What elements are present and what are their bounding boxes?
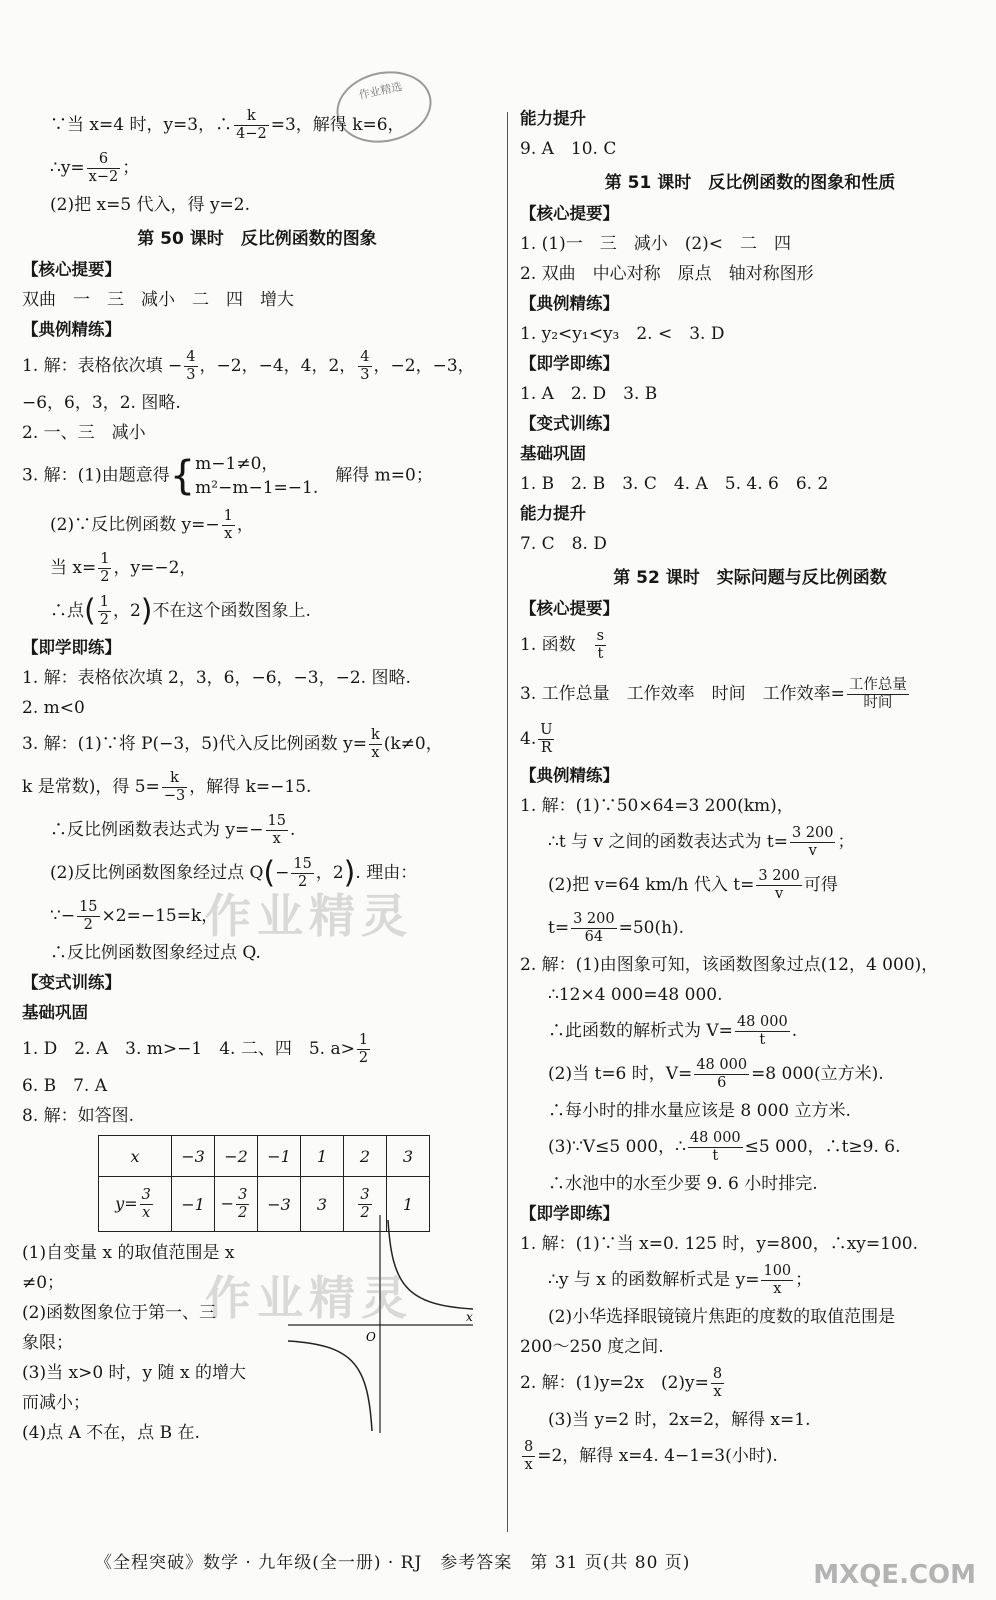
k3: 3. 工作总量 工作效率 时间 工作效率= $\frac{\text{工作总量}}{\text{时间}}$: [520, 677, 907, 711]
table-cell: $\frac{3}{2}$: [344, 1177, 387, 1232]
line-l3: (2)把 x=5 代入，得 y=2.: [50, 195, 251, 215]
section-practice: 【即学即练】: [520, 354, 619, 373]
table-cell: −2: [215, 1136, 258, 1177]
q1: 1. 解：表格依次填 − $\frac{4}{3}$ ，−2，−4，4，2， $\frac{4}{3}$ ，−2，−3，: [22, 349, 475, 383]
e2g: ∴水池中的水至少要 9. 6 小时排完.: [548, 1174, 818, 1194]
e2d: (2)当 t=6 时，V= $\frac{48 000}{6}$ =8 000(立方米).: [548, 1057, 884, 1091]
lesson-51-title: 第 51 课时 反比例函数的图象和性质: [604, 173, 896, 193]
q3d: ∴点( $\frac{1}{2}$ ，2)不在这个函数图象上.: [50, 593, 311, 629]
p3: 3. 解：(1)∵将 P(−3，5)代入反比例函数 y= $\frac{k}{x}$ (k≠0，: [22, 727, 443, 761]
t1: 1. y₂<y₁<y₃ 2. < 3. D: [520, 324, 725, 344]
c2: 2. 双曲 中心对称 原点 轴对称图形: [520, 264, 814, 284]
p3f: ∴反比例函数图象经过点 Q.: [50, 943, 261, 963]
k1: 1. 函数 $\frac{s}{t}$: [520, 628, 605, 662]
table-cell: 2: [344, 1136, 387, 1177]
table-cell: y= $\frac{3}{x}$: [99, 1177, 172, 1232]
table-cell: x: [99, 1136, 172, 1177]
b3: 8. 解：如答图.: [22, 1106, 135, 1126]
section-typical: 【典例精练】: [22, 320, 121, 339]
line-l2: ∴y= $\frac{6}{x-2}$ ；: [50, 151, 140, 185]
table-cell: −3: [172, 1136, 215, 1177]
line-l1: ∵当 x=4 时，y=3，∴ $\frac{k}{4-2}$ =3，解得 k=6，: [50, 108, 405, 142]
table-cell: 3: [301, 1177, 344, 1232]
p1: 1. 解：表格依次填 2，3，6，−6，−3，−2. 图略.: [22, 668, 411, 688]
r1: 1. 解：(1)∵当 x=0. 125 时，y=800，∴xy=100.: [520, 1234, 918, 1254]
section-core: 【核心提要】: [22, 260, 121, 279]
g2b: 象限；: [22, 1333, 73, 1353]
site-logo: MXQE.COM: [813, 1560, 976, 1590]
q1-cont: −6，6，3，2. 图略.: [22, 393, 181, 413]
p3e: ∵− $\frac{15}{2}$ ×2=−15=k，: [50, 899, 219, 933]
p3b: k 是常数)，得 5= $\frac{k}{-3}$ ，解得 k=−15.: [22, 770, 312, 804]
e2b: ∴12×4 000=48 000.: [548, 985, 723, 1005]
q3c: 当 x= $\frac{1}{2}$ ，y=−2，: [50, 551, 197, 585]
lesson-52-title: 第 52 课时 实际问题与反比例函数: [613, 568, 887, 588]
rb1: 1. B 2. B 3. C 4. A 5. 4. 6 6. 2: [520, 474, 829, 494]
table-cell: −3: [258, 1177, 301, 1232]
r1d: 200～250 度之间.: [520, 1337, 664, 1357]
ability-label: 能力提升: [520, 109, 586, 128]
e2e: ∴每小时的排水量应该是 8 000 立方米.: [548, 1101, 851, 1121]
e2: 2. 解：(1)由图象可知，该函数图象过点(12，4 000)，: [520, 955, 939, 975]
p3d: (2)反比例函数图象经过点 Q(− $\frac{15}{2}$ ，2). 理由：: [50, 855, 418, 891]
basic-label: 基础巩固: [22, 1003, 88, 1022]
section-practice: 【即学即练】: [22, 638, 121, 657]
e1c: (2)把 v=64 km/h 代入 t= $\frac{3 200}{v}$ 可得: [548, 868, 838, 902]
x-axis-label: x: [466, 1310, 473, 1324]
table-cell: − $\frac{3}{2}$: [215, 1177, 258, 1232]
section-typical-2: 【典例精练】: [520, 766, 619, 785]
r2: 2. 解：(1)y=2x (2)y= $\frac{8}{x}$: [520, 1366, 723, 1400]
table-cell: 3: [387, 1136, 430, 1177]
q2: 2. 一、三 减小: [22, 423, 146, 443]
right-column: [520, 108, 980, 1482]
section-variant: 【变式训练】: [22, 973, 121, 992]
page-footer: 《全程突破》数学 · 九年级(全一册) · RJ 参考答案 第 31 页(共 80 页): [95, 1553, 691, 1573]
r3: (3)当 y=2 时，2x=2，解得 x=1.: [548, 1410, 811, 1430]
a2: 7. C 8. D: [520, 534, 607, 554]
e1d: t= $\frac{3 200}{64}$ =50(h).: [548, 911, 685, 945]
fraction: $\frac{6}{x-2}$: [88, 151, 119, 185]
table-cell: −1: [258, 1136, 301, 1177]
b1: 1. D 2. A 3. m>−1 4. 二、四 5. a> $\frac{1}{2}$: [22, 1032, 369, 1066]
p3c: ∴反比例函数表达式为 y=− $\frac{15}{x}$ .: [50, 813, 296, 847]
rp1: 1. A 2. D 3. B: [520, 384, 658, 404]
g1: (1)自变量 x 的取值范围是 x: [22, 1243, 235, 1263]
k4: 4. $\frac{U}{R}$: [520, 722, 553, 756]
b2: 6. B 7. A: [22, 1076, 108, 1096]
section-variant: 【变式训练】: [520, 414, 619, 433]
column-divider: [507, 112, 508, 1532]
e2f: (3)∵V≤5 000，∴ $\frac{48 000}{t}$ ≤5 000，∴t≥9. 6.: [548, 1130, 901, 1164]
g4: (4)点 A 不在，点 B 在.: [22, 1423, 200, 1443]
q3: 3. 解：(1)由题意得{m−1≠0， m²−m−1=−1. 解得 m=0；: [22, 453, 433, 499]
g1b: ≠0；: [22, 1273, 65, 1293]
origin-label: O: [366, 1330, 376, 1344]
r1b: ∴y 与 x 的函数解析式是 y= $\frac{100}{x}$ ；: [548, 1263, 813, 1297]
p2: 2. m<0: [22, 698, 85, 718]
lesson-50-title: 第 50 课时 反比例函数的图象: [137, 229, 377, 249]
stamp-text: 作业精选: [357, 79, 404, 102]
g2: (2)函数图象位于第一、三: [22, 1303, 217, 1323]
e1: 1. 解：(1)∵50×64=3 200(km)，: [520, 796, 794, 816]
r1c: (2)小华选择眼镜镜片焦距的度数的取值范围是: [548, 1307, 896, 1327]
section-practice-2: 【即学即练】: [520, 1204, 619, 1223]
q3b: (2)∵反比例函数 y=− $\frac{1}{x}$ ，: [50, 508, 254, 542]
section-core: 【核心提要】: [520, 204, 619, 223]
basic-label: 基础巩固: [520, 444, 586, 463]
ability-label-2: 能力提升: [520, 504, 586, 523]
g3: (3)当 x>0 时，y 随 x 的增大: [22, 1363, 246, 1383]
c1: 1. (1)一 三 减小 (2)< 二 四: [520, 234, 792, 254]
r4: $\frac{8}{x}$ =2，解得 x=4. 4−1=3(小时).: [524, 1439, 778, 1473]
curve-third-quadrant: [288, 1341, 372, 1431]
e2c: ∴此函数的解析式为 V= $\frac{48 000}{t}$ .: [548, 1014, 798, 1048]
section-typical: 【典例精练】: [520, 294, 619, 313]
section-core-2: 【核心提要】: [520, 599, 619, 618]
e1b: ∴t 与 v 之间的函数表达式为 t= $\frac{3 200}{v}$ ；: [548, 825, 855, 859]
watermark: 作业精灵: [205, 1271, 413, 1325]
g3b: 而减小；: [22, 1393, 90, 1413]
table-cell: −1: [172, 1177, 215, 1232]
core-answers: 双曲 一 三 减小 二 四 增大: [22, 290, 294, 310]
watermark: 作业精灵: [205, 889, 413, 943]
fraction: $\frac{k}{4-2}$: [236, 108, 267, 142]
table-cell: 1: [387, 1177, 430, 1232]
table-cell: 1: [301, 1136, 344, 1177]
a1: 9. A 10. C: [520, 139, 617, 159]
